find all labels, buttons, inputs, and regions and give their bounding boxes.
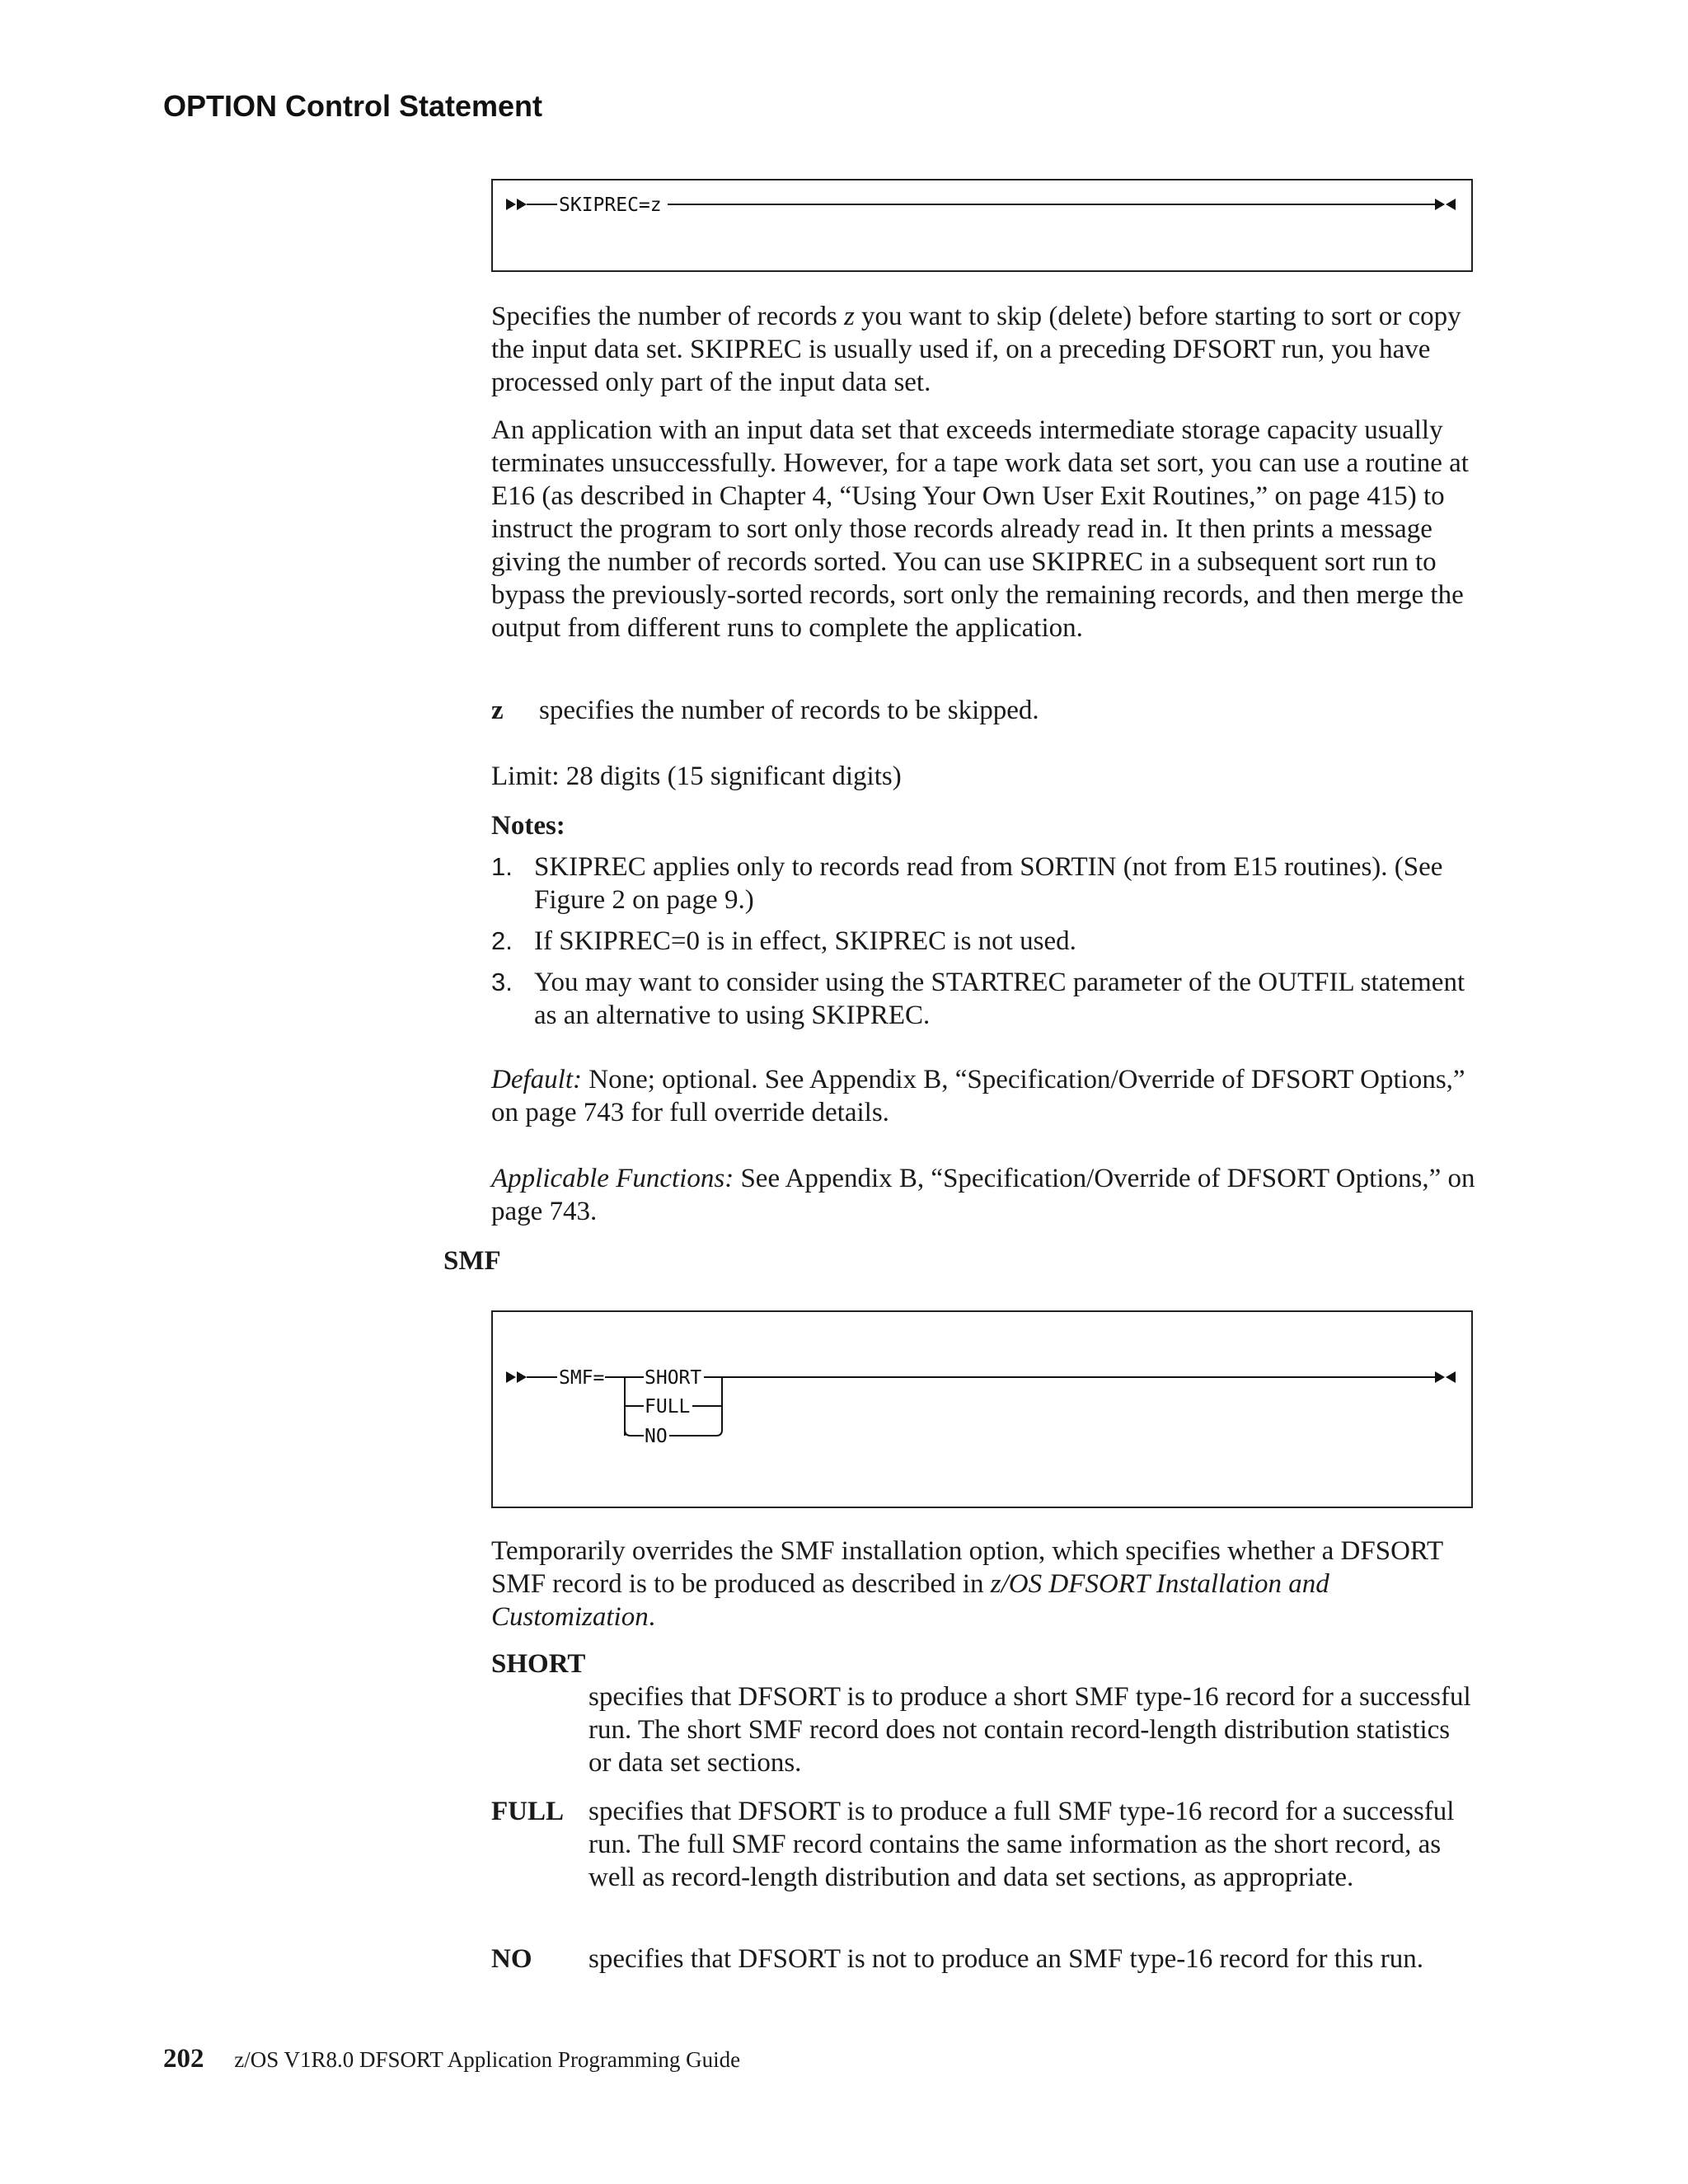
- skiprec-description: [491, 300, 1480, 399]
- smf-item-desc: specifies that DFSORT is not to produce an SMF type-16 record for this run.: [588, 1944, 1423, 1974]
- note-item: [491, 851, 1480, 916]
- smf-heading: SMF: [443, 1246, 501, 1276]
- applicable-functions-text: Applicable Functions: See Appendix B, “Specification/Override of DFSORT Options,” on page 743.: [491, 1164, 1475, 1226]
- note-text: You may want to consider using the STARTREC parameter of the OUTFIL statement as an alternative to using SKIPREC.: [534, 968, 1465, 1030]
- smf-item-desc: specifies that DFSORT is to produce a short SMF type-16 record for a successful run. The short SMF record does not contain record-length distribution statistics or data set sections.: [588, 1682, 1471, 1778]
- note-text: SKIPREC applies only to records read from SORTIN (not from E15 routines). (See Figure 2 on page 9.): [534, 852, 1443, 915]
- skiprec-railroad: [493, 180, 1471, 270]
- smf-option-no: NO: [645, 1426, 668, 1447]
- default-text: Default: None; optional. See Appendix B, “Specification/Override of DFSORT Options,” on page 743 for full override details.: [491, 1065, 1465, 1127]
- notes-list: [491, 851, 1480, 1040]
- skiprec-desc-p2: An application with an input data set that exceeds intermediate storage capacity usually terminates unsuccessfully. However, for a tape work data set sort, you can use a routine at E16 (as described in Chapter 4, “Using Your Own User Exit Routines,” on page 415) to instruct the program to sort only those records already read in. It then prints a message giving the number of records sorted. You can use SKIPREC in a subsequent sort run to bypass the previously-sorted records, sort only the remaining records, and then merge the output from different runs to complete the application.: [491, 415, 1469, 643]
- end-arrow-icon: [1446, 1371, 1456, 1383]
- limit-text: Limit: 28 digits (15 significant digits): [491, 762, 902, 791]
- book-title: z/OS V1R8.0 DFSORT Application Programming Guide: [234, 2047, 741, 2072]
- param-term: z: [491, 696, 504, 725]
- skiprec-desc-p1: Specifies the number of records z you want to skip (delete) before starting to sort or copy the input data set. SKIPREC is usually used if, on a preceding DFSORT run, you have processed only part of the input data set.: [491, 302, 1461, 397]
- note-number: 1.: [491, 852, 513, 881]
- smf-item-term: FULL: [491, 1797, 565, 1826]
- note-item: [491, 966, 1480, 1032]
- note-text: If SKIPREC=0 is in effect, SKIPREC is not used.: [534, 926, 1076, 956]
- param-desc: specifies the number of records to be skipped.: [539, 696, 1039, 725]
- smf-item-term: NO: [491, 1944, 532, 1974]
- skiprec-syntax-diagram: [491, 179, 1473, 272]
- note-item: [491, 925, 1480, 958]
- notes-label: Notes:: [491, 811, 565, 841]
- smf-syntax-diagram: [491, 1310, 1473, 1508]
- smf-railroad: [493, 1312, 1471, 1507]
- smf-option-short: SHORT: [645, 1367, 702, 1389]
- start-arrow-icon: [517, 1371, 527, 1383]
- note-number: 3.: [491, 968, 513, 996]
- skiprec-syntax-text: SKIPREC=z: [559, 194, 662, 216]
- page-footer: [163, 2044, 740, 2074]
- start-arrow-icon: [506, 199, 516, 210]
- smf-item-term: SHORT: [491, 1649, 586, 1679]
- note-number: 2.: [491, 926, 513, 955]
- smf-description: Temporarily overrides the SMF installation option, which specifies whether a DFSORT SMF record is to be produced as described in z/OS DFSORT Installation and Customization.: [491, 1536, 1443, 1632]
- end-arrow-icon: [1435, 1371, 1445, 1383]
- end-arrow-icon: [1446, 199, 1456, 210]
- start-arrow-icon: [517, 199, 527, 210]
- running-head-title: OPTION Control Statement: [163, 89, 543, 123]
- page-number: 202: [163, 2044, 204, 2074]
- smf-item-desc: specifies that DFSORT is to produce a full SMF type-16 record for a successful run. The full SMF record contains the same information as the short record, as well as record-length distribution and data set sections, as appropriate.: [588, 1797, 1455, 1892]
- end-arrow-icon: [1435, 199, 1445, 210]
- start-arrow-icon: [506, 1371, 516, 1383]
- smf-option-full: FULL: [645, 1396, 691, 1418]
- smf-syntax-keyword: SMF=: [559, 1367, 605, 1389]
